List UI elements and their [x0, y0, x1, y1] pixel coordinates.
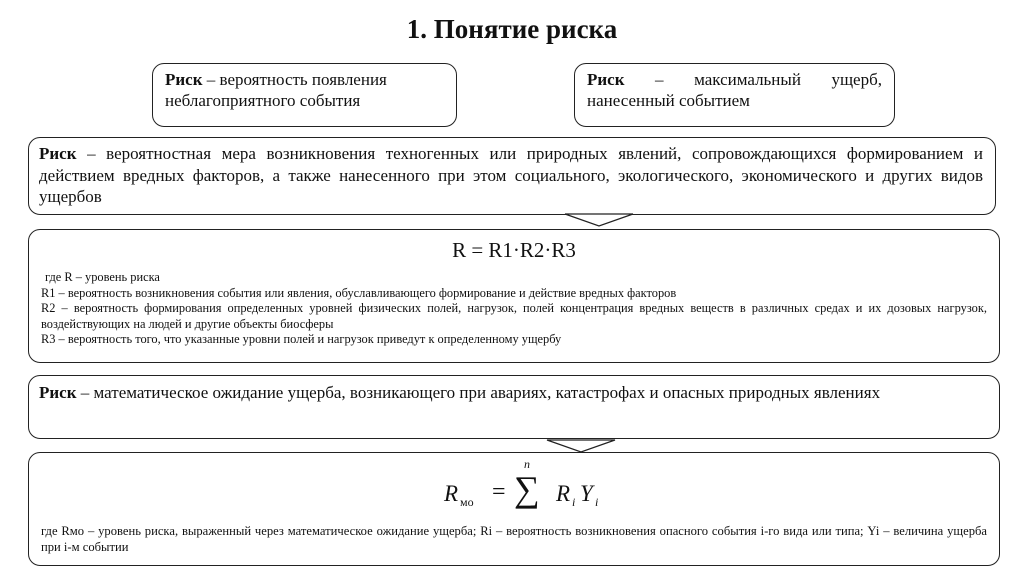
risk-product-formula: R = R1·R2·R3 [452, 238, 576, 262]
formula-rhs-r: R [556, 481, 571, 506]
page-title: 1. Понятие риска [406, 14, 618, 44]
formula-lhs-subscript: мо [460, 495, 474, 509]
formula-legend-r3: R3 – вероятность того, что указанные уровни полей и нагрузок приведут к определенному ущербу [41, 332, 562, 347]
formula-rhs-y-sub: i [595, 495, 599, 509]
formula-rhs-r-sub: i [572, 495, 576, 509]
definition-term: Риск [165, 70, 203, 89]
formula-box-expectation [28, 452, 1000, 566]
definition-text: – вероятностная мера возникновения техногенных или природных явлений, сопровождающихся формированием и действием вредных факторов, а также нанесенного при этом социального, экологического, экономического и других видов ущербов [39, 144, 983, 206]
definition-text: – вероятность появления неблагоприятного события [165, 70, 387, 110]
formula-rhs-y: Y [580, 481, 593, 506]
definition-text: – максимальный ущерб, нанесенный событием [587, 70, 882, 110]
definition-term: Риск [39, 144, 77, 163]
formula-equals: = [492, 479, 506, 505]
formula-legend-r1: R1 – вероятность возникновения события или явления, обуславливающего формирование и действие вредных факторов [41, 285, 677, 300]
expected-risk-formula [434, 457, 634, 519]
formula-legend-r: где R – уровень риска [45, 270, 160, 284]
definition-text: – математическое ожидание ущерба, возникающего при авариях, катастрофах и опасных природных явлениях [76, 383, 881, 402]
formula-box-product [28, 229, 1000, 363]
definition-term: Риск [587, 70, 625, 89]
definition-term: Риск [39, 383, 77, 402]
sum-sign: ∑ [514, 469, 540, 509]
sum-upper-limit: n [524, 457, 530, 471]
formula2-legend: где Rмо – уровень риска, выраженный через математическое ожидание ущерба; Ri – вероятность возникновения опасного события i-го вида или типа; Yi – величина ущерба при i-м событии [41, 524, 987, 554]
formula-legend-r2: R2 – вероятность формирования определенных уровней физических полей, нагрузок, полей концентрация вредных веществ в различных средах и их дозовых нагрузок, воздействующих на людей и другие объекты биосферы [41, 301, 987, 331]
definition-box-expected-damage [28, 375, 1000, 439]
formula-lhs: R [444, 481, 459, 506]
